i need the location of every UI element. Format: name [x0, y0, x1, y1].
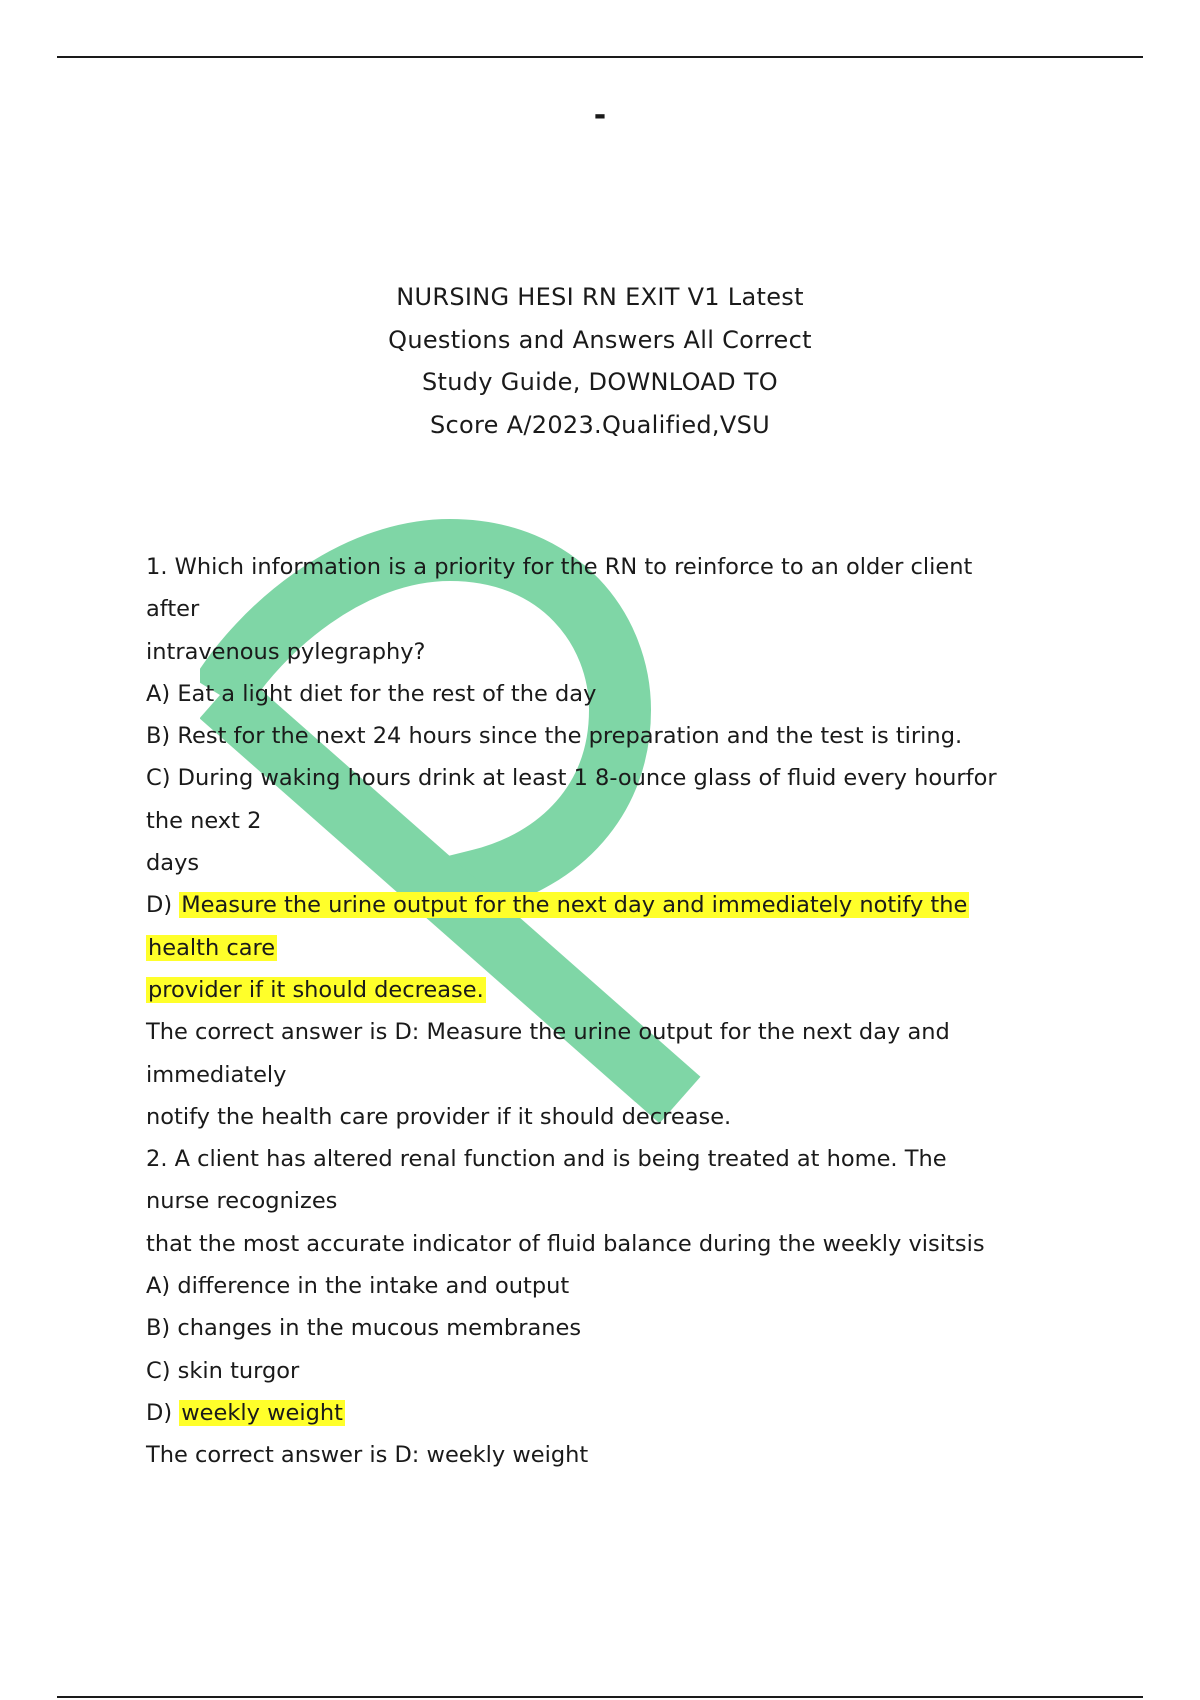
bottom-rule: [57, 1696, 1143, 1698]
option-c-continued: the next 2: [146, 807, 262, 834]
highlighted-answer-text: Measure the urine output for the next day and immediately notify the: [181, 892, 968, 919]
option-prefix: A): [146, 680, 171, 707]
option-c: [146, 757, 1096, 799]
question-stem-line: nurse recognizes: [146, 1188, 338, 1215]
option-a: [146, 673, 1096, 715]
highlighted-answer-text: provider if it should decrease.: [148, 976, 484, 1003]
option-prefix: C): [146, 1357, 171, 1384]
header-mark: -: [593, 98, 607, 133]
option-d-continued: [146, 927, 1096, 969]
question-content: [146, 546, 1096, 1477]
option-text: During waking hours drink at least 1 8-ounce glass of fluid every hourfor: [177, 765, 997, 792]
highlighted-answer-text: weekly weight: [181, 1399, 343, 1426]
option-text: Eat a light diet for the rest of the day: [177, 680, 597, 707]
option-prefix: C): [146, 765, 171, 792]
option-text: skin turgor: [177, 1357, 300, 1384]
question-stem-line: that the most accurate indicator of fluid balance during the weekly visitsis: [146, 1230, 985, 1257]
answer-line: immediately: [146, 1061, 287, 1088]
option-prefix: B): [146, 1315, 171, 1342]
question-stem-line: intravenous pylegraphy?: [146, 638, 426, 665]
title-line: Score A/2023.Qualified,VSU: [430, 410, 770, 439]
option-b: [146, 1307, 1096, 1349]
option-text: difference in the intake and output: [177, 1273, 570, 1300]
question-stem-line: after: [146, 596, 200, 623]
option-d-continued: [146, 969, 1096, 1011]
top-rule: [57, 56, 1143, 58]
option-prefix: A): [146, 1273, 171, 1300]
answer-line: notify the health care provider if it should decrease.: [146, 1103, 732, 1130]
title-line: Questions and Answers All Correct: [388, 325, 812, 354]
question-stem-line: 2. A client has altered renal function and is being treated at home. The: [146, 1146, 947, 1173]
option-c-continued: days: [146, 850, 200, 877]
option-d: [146, 884, 1096, 926]
answer-line: The correct answer is D: Measure the urine output for the next day and: [146, 1019, 950, 1046]
option-prefix: D): [146, 1399, 173, 1426]
document-title: [0, 276, 1200, 446]
question-stem-line: 1. Which information is a priority for the RN to reinforce to an older client: [146, 554, 973, 580]
option-text: Rest for the next 24 hours since the preparation and the test is tiring.: [177, 723, 963, 750]
option-b: [146, 715, 1096, 757]
option-prefix: B): [146, 723, 171, 750]
option-c: [146, 1350, 1096, 1392]
highlighted-answer-text: health care: [148, 934, 276, 961]
question-2: [146, 1138, 1096, 1476]
title-line: Study Guide, DOWNLOAD TO: [422, 368, 778, 396]
title-line: NURSING HESI RN EXIT V1 Latest: [396, 283, 804, 311]
answer-line: The correct answer is D: weekly weight: [146, 1442, 589, 1469]
option-prefix: D): [146, 892, 173, 919]
question-1: [146, 546, 1096, 1138]
option-text: changes in the mucous membranes: [177, 1315, 582, 1342]
option-d: [146, 1392, 1096, 1434]
option-a: [146, 1265, 1096, 1307]
